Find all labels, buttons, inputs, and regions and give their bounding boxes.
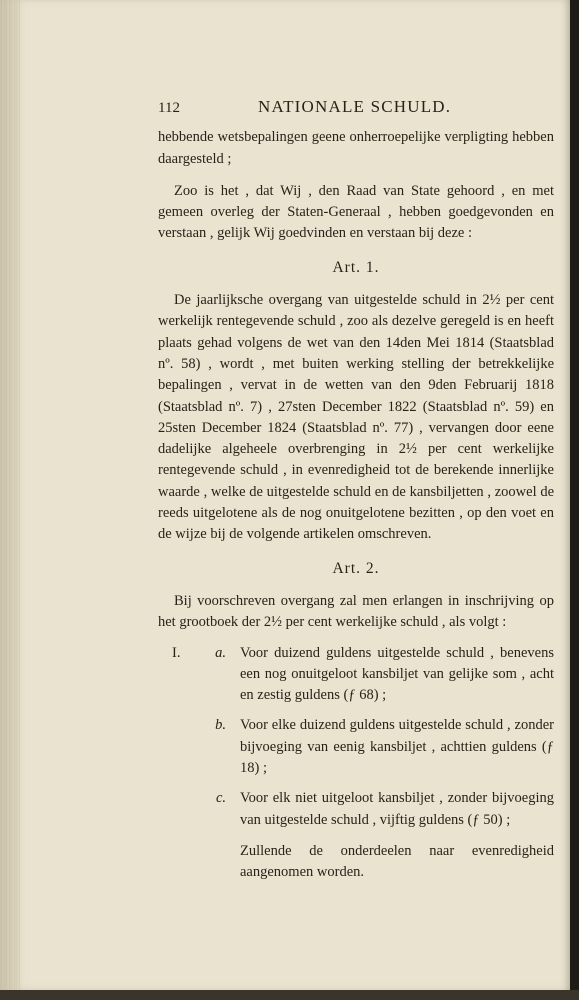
paragraph-continuation: hebbende wetsbepalingen geene onherroepelijke verpligting hebben daargesteld ; (158, 129, 554, 167)
item-text: Voor elk niet uitgeloot kansbiljet , zonder bijvoeging van uitgestelde schuld , vijftig guldens (ƒ 50) ; (240, 790, 554, 828)
page-number: 112 (158, 100, 180, 116)
item-text: Voor duizend guldens uitgestelde schuld , benevens een nog onuitgeloot kansbiljet van gelijke som , acht en zestig guldens (ƒ 68) ; (240, 644, 554, 704)
article-1-text: De jaarlijksche overgang van uitgestelde schuld in 2½ per cent werkelijk rentegevende schuld , zoo als dezelve geregeld is en heeft plaats gehad volgens de wet van den 14den Mei 1814 (Staatsblad nº. 58) , wordt , met buiten werking stelling der betrekkelijke bepalingen , vervat in de wetten van den 9den Februarij 1818 (Staatsblad nº. 7) , 27sten December 1822 (Staatsblad nº. 59) en 25sten December 1824 (Staatsblad nº. 77) , vervangen door eene dadelijke algeheele overbrenging in 2½ per cent werkelijke rentegevende schuld , in evenredigheid tot de berekende innerlijke waarde , welke de uitgestelde schuld en de kansbiljetten , zoowel de reeds uitgelotene als de nog onuitgelotene bezitten , op den voet en de wijze bij de volgende artikelen omschreven. (158, 292, 554, 543)
item-roman-numeral (158, 715, 202, 779)
list-item (158, 715, 554, 779)
list-item (158, 643, 554, 707)
item-roman-numeral (158, 788, 202, 831)
bottom-band (0, 990, 579, 1000)
closing-paragraph: Zullende de onderdeelen naar evenredigheid aangenomen worden. (240, 842, 554, 881)
page-edges (0, 0, 20, 990)
spine-shadow (570, 0, 579, 1000)
item-letter: b. (215, 717, 226, 734)
page-content (158, 96, 554, 884)
item-letter: c. (215, 790, 226, 807)
article-1-heading: Art. 1. (332, 258, 380, 276)
running-head-title: NATIONALE SCHULD. (258, 97, 452, 116)
article-2-heading: Art. 2. (332, 559, 380, 577)
paragraph-enactment: Zoo is het , dat Wij , den Raad van State gehoord , en met gemeen overleg der Staten-Generaal , hebben goedgevonden en verstaan , gelijk Wij goedvinden en verstaan bij deze : (158, 182, 554, 242)
article-2-intro: Bij voorschreven overgang zal men erlangen in inschrijving op het grootboek der 2½ per cent werkelijke schuld , als volgt : (158, 592, 554, 631)
running-head (158, 96, 554, 119)
item-letter: a. (215, 644, 226, 661)
list-item (158, 788, 554, 831)
item-text: Voor elke duizend guldens uitgestelde schuld , zonder bijvoeging van eenig kansbiljet , achttien guldens (ƒ 18) ; (240, 717, 554, 777)
item-roman-numeral: I. (172, 644, 181, 661)
